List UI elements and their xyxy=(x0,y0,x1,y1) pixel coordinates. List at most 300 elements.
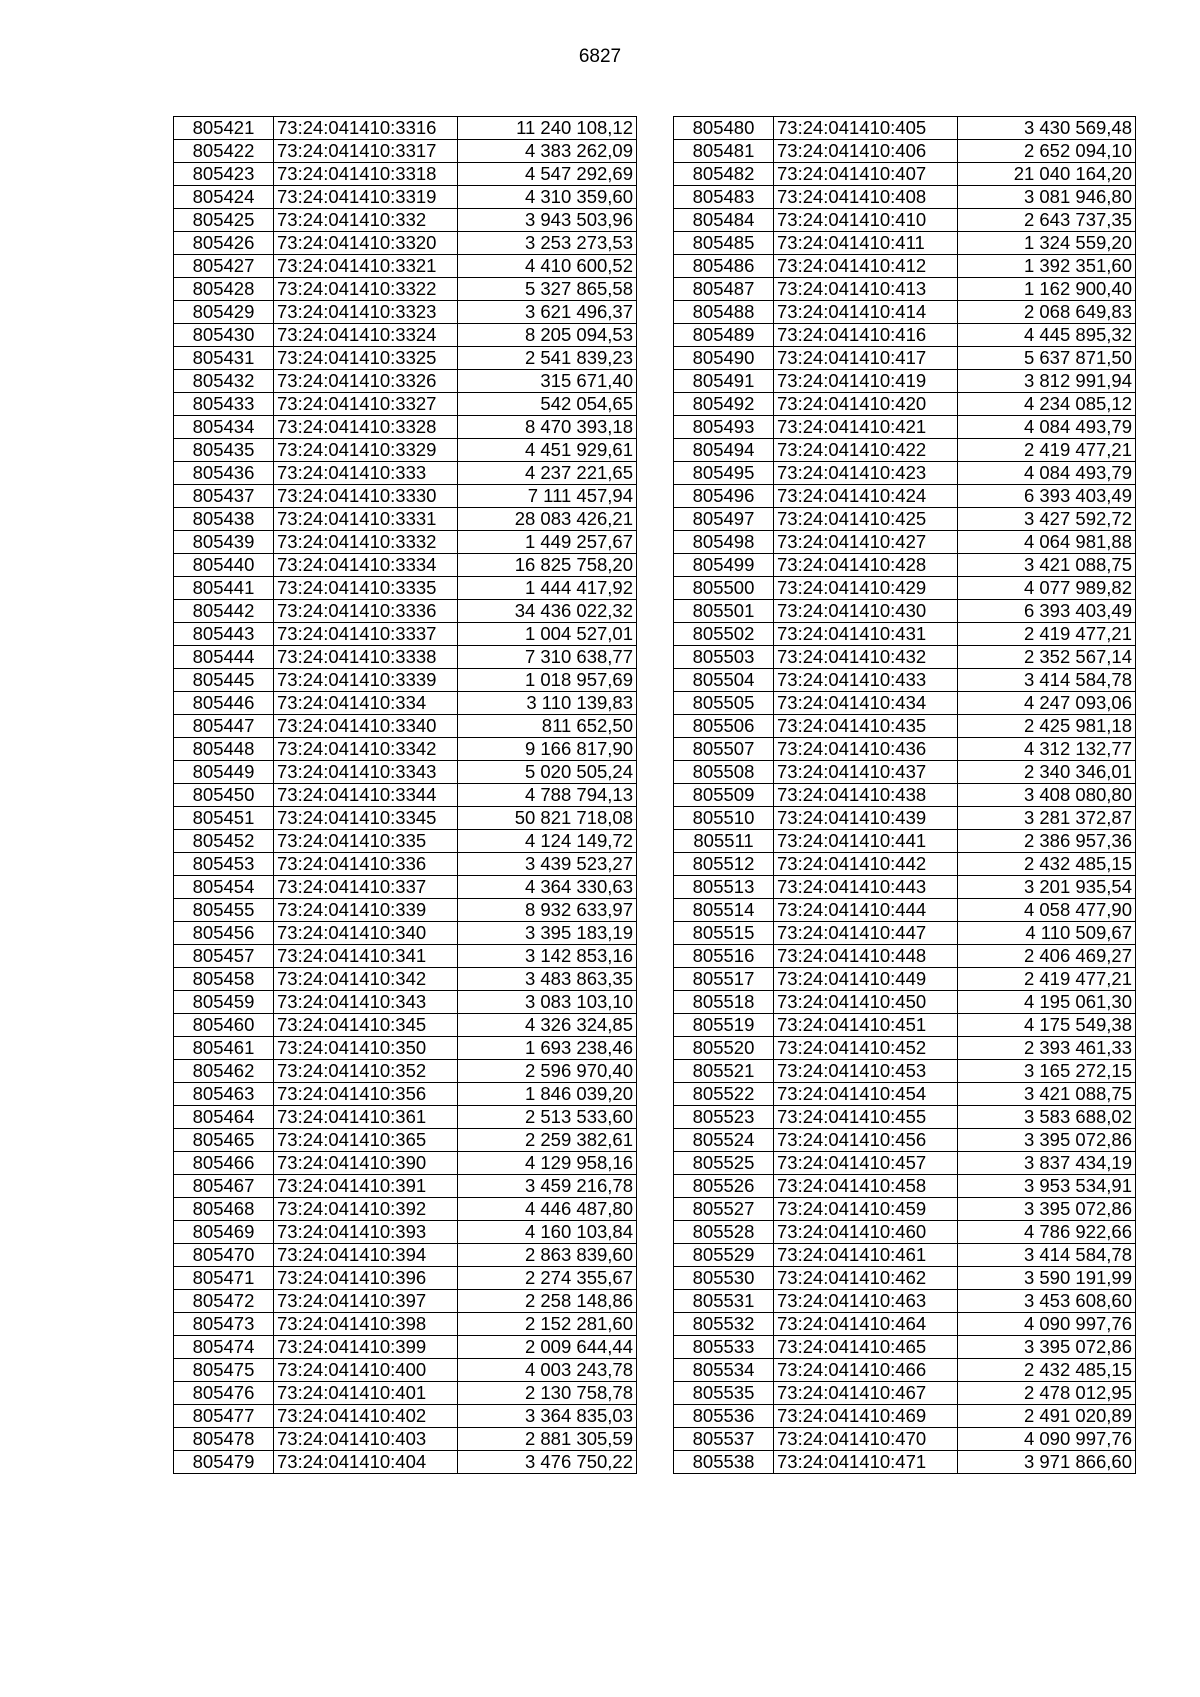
cadastral-value-cell: 3 395 072,86 xyxy=(958,1336,1136,1359)
cadastral-value-cell: 2 386 957,36 xyxy=(958,830,1136,853)
table-row xyxy=(174,1083,637,1106)
cadastral-number-cell: 73:24:041410:3345 xyxy=(274,807,458,830)
record-number-cell: 805498 xyxy=(674,531,774,554)
record-number-cell: 805473 xyxy=(174,1313,274,1336)
cadastral-number-cell: 73:24:041410:343 xyxy=(274,991,458,1014)
cadastral-number-cell: 73:24:041410:3318 xyxy=(274,163,458,186)
record-number-cell: 805456 xyxy=(174,922,274,945)
cadastral-number-cell: 73:24:041410:466 xyxy=(774,1359,958,1382)
cadastral-value-cell: 9 166 817,90 xyxy=(458,738,637,761)
record-number-cell: 805467 xyxy=(174,1175,274,1198)
cadastral-number-cell: 73:24:041410:3330 xyxy=(274,485,458,508)
table-row xyxy=(674,968,1136,991)
record-number-cell: 805487 xyxy=(674,278,774,301)
record-number-cell: 805462 xyxy=(174,1060,274,1083)
record-number-cell: 805519 xyxy=(674,1014,774,1037)
cadastral-value-cell: 34 436 022,32 xyxy=(458,600,637,623)
record-number-cell: 805520 xyxy=(674,1037,774,1060)
record-number-cell: 805464 xyxy=(174,1106,274,1129)
cadastral-number-cell: 73:24:041410:365 xyxy=(274,1129,458,1152)
table-row xyxy=(174,1428,637,1451)
table-row xyxy=(674,807,1136,830)
cadastral-value-cell: 2 352 567,14 xyxy=(958,646,1136,669)
record-number-cell: 805484 xyxy=(674,209,774,232)
table-row xyxy=(174,117,637,140)
cadastral-number-cell: 73:24:041410:406 xyxy=(774,140,958,163)
cadastral-number-cell: 73:24:041410:402 xyxy=(274,1405,458,1428)
cadastral-number-cell: 73:24:041410:444 xyxy=(774,899,958,922)
cadastral-value-cell: 1 004 527,01 xyxy=(458,623,637,646)
table-row xyxy=(174,1313,637,1336)
cadastral-value-cell: 3 621 496,37 xyxy=(458,301,637,324)
cadastral-number-cell: 73:24:041410:3319 xyxy=(274,186,458,209)
record-number-cell: 805508 xyxy=(674,761,774,784)
record-number-cell: 805434 xyxy=(174,416,274,439)
cadastral-number-cell: 73:24:041410:460 xyxy=(774,1221,958,1244)
record-number-cell: 805530 xyxy=(674,1267,774,1290)
cadastral-number-cell: 73:24:041410:463 xyxy=(774,1290,958,1313)
record-number-cell: 805524 xyxy=(674,1129,774,1152)
cadastral-number-cell: 73:24:041410:3338 xyxy=(274,646,458,669)
record-number-cell: 805517 xyxy=(674,968,774,991)
record-number-cell: 805510 xyxy=(674,807,774,830)
cadastral-value-cell: 4 090 997,76 xyxy=(958,1313,1136,1336)
cadastral-number-cell: 73:24:041410:437 xyxy=(774,761,958,784)
cadastral-value-cell: 4 451 929,61 xyxy=(458,439,637,462)
cadastral-value-cell: 3 453 608,60 xyxy=(958,1290,1136,1313)
cadastral-number-cell: 73:24:041410:3324 xyxy=(274,324,458,347)
cadastral-number-cell: 73:24:041410:342 xyxy=(274,968,458,991)
table-row xyxy=(674,922,1136,945)
cadastral-value-cell: 3 812 991,94 xyxy=(958,370,1136,393)
cadastral-number-cell: 73:24:041410:3344 xyxy=(274,784,458,807)
table-row xyxy=(174,439,637,462)
cadastral-number-cell: 73:24:041410:417 xyxy=(774,347,958,370)
cadastral-number-cell: 73:24:041410:3321 xyxy=(274,255,458,278)
record-number-cell: 805440 xyxy=(174,554,274,577)
record-number-cell: 805463 xyxy=(174,1083,274,1106)
table-row xyxy=(174,255,637,278)
cadastral-value-cell: 3 281 372,87 xyxy=(958,807,1136,830)
register-table-left xyxy=(173,116,637,1474)
cadastral-number-cell: 73:24:041410:336 xyxy=(274,853,458,876)
table-row xyxy=(674,531,1136,554)
cadastral-value-cell: 2 541 839,23 xyxy=(458,347,637,370)
record-number-cell: 805457 xyxy=(174,945,274,968)
cadastral-number-cell: 73:24:041410:454 xyxy=(774,1083,958,1106)
cadastral-value-cell: 4 064 981,88 xyxy=(958,531,1136,554)
cadastral-value-cell: 3 395 072,86 xyxy=(958,1129,1136,1152)
record-number-cell: 805536 xyxy=(674,1405,774,1428)
table-row xyxy=(174,1198,637,1221)
cadastral-number-cell: 73:24:041410:356 xyxy=(274,1083,458,1106)
record-number-cell: 805445 xyxy=(174,669,274,692)
table-row xyxy=(674,991,1136,1014)
record-number-cell: 805528 xyxy=(674,1221,774,1244)
cadastral-value-cell: 2 643 737,35 xyxy=(958,209,1136,232)
table-row xyxy=(674,255,1136,278)
cadastral-number-cell: 73:24:041410:432 xyxy=(774,646,958,669)
cadastral-number-cell: 73:24:041410:390 xyxy=(274,1152,458,1175)
table-row xyxy=(674,1382,1136,1405)
cadastral-number-cell: 73:24:041410:397 xyxy=(274,1290,458,1313)
cadastral-number-cell: 73:24:041410:399 xyxy=(274,1336,458,1359)
cadastral-value-cell: 7 310 638,77 xyxy=(458,646,637,669)
record-number-cell: 805489 xyxy=(674,324,774,347)
cadastral-number-cell: 73:24:041410:3332 xyxy=(274,531,458,554)
cadastral-number-cell: 73:24:041410:448 xyxy=(774,945,958,968)
table-row xyxy=(174,1244,637,1267)
record-number-cell: 805521 xyxy=(674,1060,774,1083)
table-row xyxy=(174,715,637,738)
record-number-cell: 805442 xyxy=(174,600,274,623)
table-row xyxy=(674,876,1136,899)
cadastral-number-cell: 73:24:041410:3325 xyxy=(274,347,458,370)
cadastral-number-cell: 73:24:041410:405 xyxy=(774,117,958,140)
cadastral-number-cell: 73:24:041410:3339 xyxy=(274,669,458,692)
cadastral-value-cell: 3 110 139,83 xyxy=(458,692,637,715)
cadastral-value-cell: 50 821 718,08 xyxy=(458,807,637,830)
cadastral-value-cell: 3 943 503,96 xyxy=(458,209,637,232)
cadastral-number-cell: 73:24:041410:447 xyxy=(774,922,958,945)
table-row xyxy=(674,1014,1136,1037)
record-number-cell: 805496 xyxy=(674,485,774,508)
record-number-cell: 805476 xyxy=(174,1382,274,1405)
cadastral-value-cell: 4 084 493,79 xyxy=(958,462,1136,485)
table-row xyxy=(674,1106,1136,1129)
cadastral-value-cell: 1 162 900,40 xyxy=(958,278,1136,301)
table-row xyxy=(174,1359,637,1382)
cadastral-value-cell: 3 083 103,10 xyxy=(458,991,637,1014)
cadastral-number-cell: 73:24:041410:3323 xyxy=(274,301,458,324)
record-number-cell: 805460 xyxy=(174,1014,274,1037)
table-row xyxy=(174,577,637,600)
cadastral-value-cell: 2 274 355,67 xyxy=(458,1267,637,1290)
record-number-cell: 805514 xyxy=(674,899,774,922)
table-row xyxy=(174,370,637,393)
cadastral-value-cell: 3 459 216,78 xyxy=(458,1175,637,1198)
record-number-cell: 805468 xyxy=(174,1198,274,1221)
cadastral-number-cell: 73:24:041410:333 xyxy=(274,462,458,485)
table-row xyxy=(674,945,1136,968)
cadastral-number-cell: 73:24:041410:451 xyxy=(774,1014,958,1037)
table-row xyxy=(674,462,1136,485)
cadastral-number-cell: 73:24:041410:361 xyxy=(274,1106,458,1129)
record-number-cell: 805444 xyxy=(174,646,274,669)
record-number-cell: 805499 xyxy=(674,554,774,577)
record-number-cell: 805483 xyxy=(674,186,774,209)
table-row xyxy=(174,1129,637,1152)
cadastral-number-cell: 73:24:041410:334 xyxy=(274,692,458,715)
record-number-cell: 805447 xyxy=(174,715,274,738)
cadastral-value-cell: 4 247 093,06 xyxy=(958,692,1136,715)
cadastral-number-cell: 73:24:041410:394 xyxy=(274,1244,458,1267)
cadastral-number-cell: 73:24:041410:392 xyxy=(274,1198,458,1221)
cadastral-value-cell: 2 432 485,15 xyxy=(958,853,1136,876)
table-row xyxy=(674,738,1136,761)
record-number-cell: 805497 xyxy=(674,508,774,531)
table-row xyxy=(674,715,1136,738)
cadastral-value-cell: 2 419 477,21 xyxy=(958,439,1136,462)
cadastral-number-cell: 73:24:041410:400 xyxy=(274,1359,458,1382)
record-number-cell: 805482 xyxy=(674,163,774,186)
table-row xyxy=(674,439,1136,462)
cadastral-value-cell: 3 427 592,72 xyxy=(958,508,1136,531)
record-number-cell: 805454 xyxy=(174,876,274,899)
record-number-cell: 805452 xyxy=(174,830,274,853)
table-row xyxy=(674,209,1136,232)
cadastral-value-cell: 4 237 221,65 xyxy=(458,462,637,485)
record-number-cell: 805470 xyxy=(174,1244,274,1267)
record-number-cell: 805474 xyxy=(174,1336,274,1359)
record-number-cell: 805525 xyxy=(674,1152,774,1175)
cadastral-number-cell: 73:24:041410:456 xyxy=(774,1129,958,1152)
cadastral-number-cell: 73:24:041410:470 xyxy=(774,1428,958,1451)
table-row xyxy=(674,646,1136,669)
cadastral-value-cell: 3 476 750,22 xyxy=(458,1451,637,1474)
record-number-cell: 805424 xyxy=(174,186,274,209)
cadastral-number-cell: 73:24:041410:469 xyxy=(774,1405,958,1428)
cadastral-value-cell: 7 111 457,94 xyxy=(458,485,637,508)
cadastral-value-cell: 4 547 292,69 xyxy=(458,163,637,186)
table-row xyxy=(174,485,637,508)
cadastral-number-cell: 73:24:041410:3340 xyxy=(274,715,458,738)
record-number-cell: 805439 xyxy=(174,531,274,554)
cadastral-value-cell: 4 110 509,67 xyxy=(958,922,1136,945)
record-number-cell: 805443 xyxy=(174,623,274,646)
table-row xyxy=(674,1244,1136,1267)
record-number-cell: 805505 xyxy=(674,692,774,715)
record-number-cell: 805493 xyxy=(674,416,774,439)
record-number-cell: 805529 xyxy=(674,1244,774,1267)
cadastral-value-cell: 4 090 997,76 xyxy=(958,1428,1136,1451)
record-number-cell: 805513 xyxy=(674,876,774,899)
cadastral-number-cell: 73:24:041410:3342 xyxy=(274,738,458,761)
cadastral-value-cell: 16 825 758,20 xyxy=(458,554,637,577)
table-row xyxy=(174,140,637,163)
cadastral-value-cell: 3 081 946,80 xyxy=(958,186,1136,209)
cadastral-value-cell: 8 470 393,18 xyxy=(458,416,637,439)
cadastral-value-cell: 2 432 485,15 xyxy=(958,1359,1136,1382)
record-number-cell: 805471 xyxy=(174,1267,274,1290)
cadastral-value-cell: 4 786 922,66 xyxy=(958,1221,1136,1244)
record-number-cell: 805431 xyxy=(174,347,274,370)
table-row xyxy=(674,1060,1136,1083)
cadastral-value-cell: 4 234 085,12 xyxy=(958,393,1136,416)
cadastral-value-cell: 2 419 477,21 xyxy=(958,968,1136,991)
table-row xyxy=(674,1290,1136,1313)
table-row xyxy=(674,1405,1136,1428)
cadastral-number-cell: 73:24:041410:341 xyxy=(274,945,458,968)
record-number-cell: 805477 xyxy=(174,1405,274,1428)
table-row xyxy=(674,186,1136,209)
table-row xyxy=(174,945,637,968)
cadastral-number-cell: 73:24:041410:464 xyxy=(774,1313,958,1336)
table-row xyxy=(174,1060,637,1083)
cadastral-number-cell: 73:24:041410:352 xyxy=(274,1060,458,1083)
record-number-cell: 805538 xyxy=(674,1451,774,1474)
cadastral-value-cell: 1 846 039,20 xyxy=(458,1083,637,1106)
cadastral-value-cell: 811 652,50 xyxy=(458,715,637,738)
table-row xyxy=(674,1267,1136,1290)
table-row xyxy=(674,1175,1136,1198)
cadastral-number-cell: 73:24:041410:345 xyxy=(274,1014,458,1037)
record-number-cell: 805425 xyxy=(174,209,274,232)
record-number-cell: 805472 xyxy=(174,1290,274,1313)
cadastral-number-cell: 73:24:041410:3317 xyxy=(274,140,458,163)
cadastral-number-cell: 73:24:041410:3336 xyxy=(274,600,458,623)
record-number-cell: 805455 xyxy=(174,899,274,922)
cadastral-value-cell: 3 953 534,91 xyxy=(958,1175,1136,1198)
cadastral-value-cell: 3 165 272,15 xyxy=(958,1060,1136,1083)
cadastral-value-cell: 3 395 183,19 xyxy=(458,922,637,945)
table-row xyxy=(174,853,637,876)
cadastral-number-cell: 73:24:041410:422 xyxy=(774,439,958,462)
table-row xyxy=(174,232,637,255)
cadastral-number-cell: 73:24:041410:419 xyxy=(774,370,958,393)
table-row xyxy=(674,232,1136,255)
table-row xyxy=(174,1106,637,1129)
record-number-cell: 805429 xyxy=(174,301,274,324)
record-number-cell: 805448 xyxy=(174,738,274,761)
cadastral-value-cell: 3 201 935,54 xyxy=(958,876,1136,899)
table-row xyxy=(674,1336,1136,1359)
cadastral-number-cell: 73:24:041410:457 xyxy=(774,1152,958,1175)
table-row xyxy=(174,1451,637,1474)
cadastral-value-cell: 4 077 989,82 xyxy=(958,577,1136,600)
cadastral-value-cell: 2 425 981,18 xyxy=(958,715,1136,738)
table-row xyxy=(174,646,637,669)
record-number-cell: 805441 xyxy=(174,577,274,600)
table-row xyxy=(674,163,1136,186)
cadastral-number-cell: 73:24:041410:453 xyxy=(774,1060,958,1083)
table-row xyxy=(174,462,637,485)
cadastral-value-cell: 4 195 061,30 xyxy=(958,991,1136,1014)
table-row xyxy=(674,692,1136,715)
cadastral-number-cell: 73:24:041410:396 xyxy=(274,1267,458,1290)
table-row xyxy=(674,278,1136,301)
table-row xyxy=(174,899,637,922)
table-row xyxy=(674,784,1136,807)
cadastral-number-cell: 73:24:041410:3329 xyxy=(274,439,458,462)
record-number-cell: 805494 xyxy=(674,439,774,462)
cadastral-value-cell: 2 863 839,60 xyxy=(458,1244,637,1267)
cadastral-number-cell: 73:24:041410:430 xyxy=(774,600,958,623)
cadastral-number-cell: 73:24:041410:450 xyxy=(774,991,958,1014)
cadastral-value-cell: 4 383 262,09 xyxy=(458,140,637,163)
record-number-cell: 805481 xyxy=(674,140,774,163)
cadastral-number-cell: 73:24:041410:3335 xyxy=(274,577,458,600)
table-row xyxy=(674,140,1136,163)
cadastral-number-cell: 73:24:041410:425 xyxy=(774,508,958,531)
record-number-cell: 805437 xyxy=(174,485,274,508)
cadastral-value-cell: 5 020 505,24 xyxy=(458,761,637,784)
cadastral-value-cell: 1 449 257,67 xyxy=(458,531,637,554)
cadastral-value-cell: 11 240 108,12 xyxy=(458,117,637,140)
cadastral-value-cell: 3 439 523,27 xyxy=(458,853,637,876)
record-number-cell: 805515 xyxy=(674,922,774,945)
record-number-cell: 805421 xyxy=(174,117,274,140)
record-number-cell: 805459 xyxy=(174,991,274,1014)
cadastral-value-cell: 315 671,40 xyxy=(458,370,637,393)
cadastral-number-cell: 73:24:041410:3343 xyxy=(274,761,458,784)
table-row xyxy=(174,393,637,416)
table-row xyxy=(174,163,637,186)
cadastral-value-cell: 3 483 863,35 xyxy=(458,968,637,991)
cadastral-number-cell: 73:24:041410:337 xyxy=(274,876,458,899)
cadastral-value-cell: 6 393 403,49 xyxy=(958,600,1136,623)
cadastral-number-cell: 73:24:041410:413 xyxy=(774,278,958,301)
record-number-cell: 805435 xyxy=(174,439,274,462)
cadastral-value-cell: 3 421 088,75 xyxy=(958,554,1136,577)
cadastral-number-cell: 73:24:041410:412 xyxy=(774,255,958,278)
cadastral-number-cell: 73:24:041410:443 xyxy=(774,876,958,899)
record-number-cell: 805537 xyxy=(674,1428,774,1451)
cadastral-value-cell: 542 054,65 xyxy=(458,393,637,416)
record-number-cell: 805478 xyxy=(174,1428,274,1451)
table-row xyxy=(674,853,1136,876)
table-row xyxy=(174,278,637,301)
cadastral-number-cell: 73:24:041410:398 xyxy=(274,1313,458,1336)
page-number: 6827 xyxy=(578,46,622,67)
table-row xyxy=(674,324,1136,347)
record-number-cell: 805453 xyxy=(174,853,274,876)
table-row xyxy=(174,1152,637,1175)
table-row xyxy=(674,669,1136,692)
cadastral-number-cell: 73:24:041410:403 xyxy=(274,1428,458,1451)
cadastral-number-cell: 73:24:041410:471 xyxy=(774,1451,958,1474)
cadastral-value-cell: 1 324 559,20 xyxy=(958,232,1136,255)
table-row xyxy=(174,922,637,945)
table-row xyxy=(174,784,637,807)
cadastral-number-cell: 73:24:041410:433 xyxy=(774,669,958,692)
table-row xyxy=(674,1152,1136,1175)
cadastral-number-cell: 73:24:041410:340 xyxy=(274,922,458,945)
cadastral-value-cell: 4 445 895,32 xyxy=(958,324,1136,347)
cadastral-value-cell: 4 124 149,72 xyxy=(458,830,637,853)
cadastral-number-cell: 73:24:041410:408 xyxy=(774,186,958,209)
record-number-cell: 805509 xyxy=(674,784,774,807)
cadastral-value-cell: 3 253 273,53 xyxy=(458,232,637,255)
cadastral-value-cell: 4 058 477,90 xyxy=(958,899,1136,922)
record-number-cell: 805430 xyxy=(174,324,274,347)
cadastral-value-cell: 4 310 359,60 xyxy=(458,186,637,209)
cadastral-number-cell: 73:24:041410:414 xyxy=(774,301,958,324)
table-row xyxy=(174,600,637,623)
cadastral-value-cell: 4 084 493,79 xyxy=(958,416,1136,439)
table-row xyxy=(674,370,1136,393)
cadastral-number-cell: 73:24:041410:438 xyxy=(774,784,958,807)
record-number-cell: 805535 xyxy=(674,1382,774,1405)
record-number-cell: 805433 xyxy=(174,393,274,416)
cadastral-number-cell: 73:24:041410:436 xyxy=(774,738,958,761)
record-number-cell: 805532 xyxy=(674,1313,774,1336)
record-number-cell: 805531 xyxy=(674,1290,774,1313)
table-row xyxy=(674,761,1136,784)
record-number-cell: 805438 xyxy=(174,508,274,531)
cadastral-value-cell: 2 419 477,21 xyxy=(958,623,1136,646)
table-row xyxy=(174,830,637,853)
cadastral-number-cell: 73:24:041410:339 xyxy=(274,899,458,922)
cadastral-value-cell: 1 392 351,60 xyxy=(958,255,1136,278)
cadastral-value-cell: 2 152 281,60 xyxy=(458,1313,637,1336)
cadastral-value-cell: 21 040 164,20 xyxy=(958,163,1136,186)
record-number-cell: 805492 xyxy=(674,393,774,416)
cadastral-value-cell: 5 637 871,50 xyxy=(958,347,1136,370)
table-row xyxy=(174,761,637,784)
table-row xyxy=(674,554,1136,577)
record-number-cell: 805426 xyxy=(174,232,274,255)
